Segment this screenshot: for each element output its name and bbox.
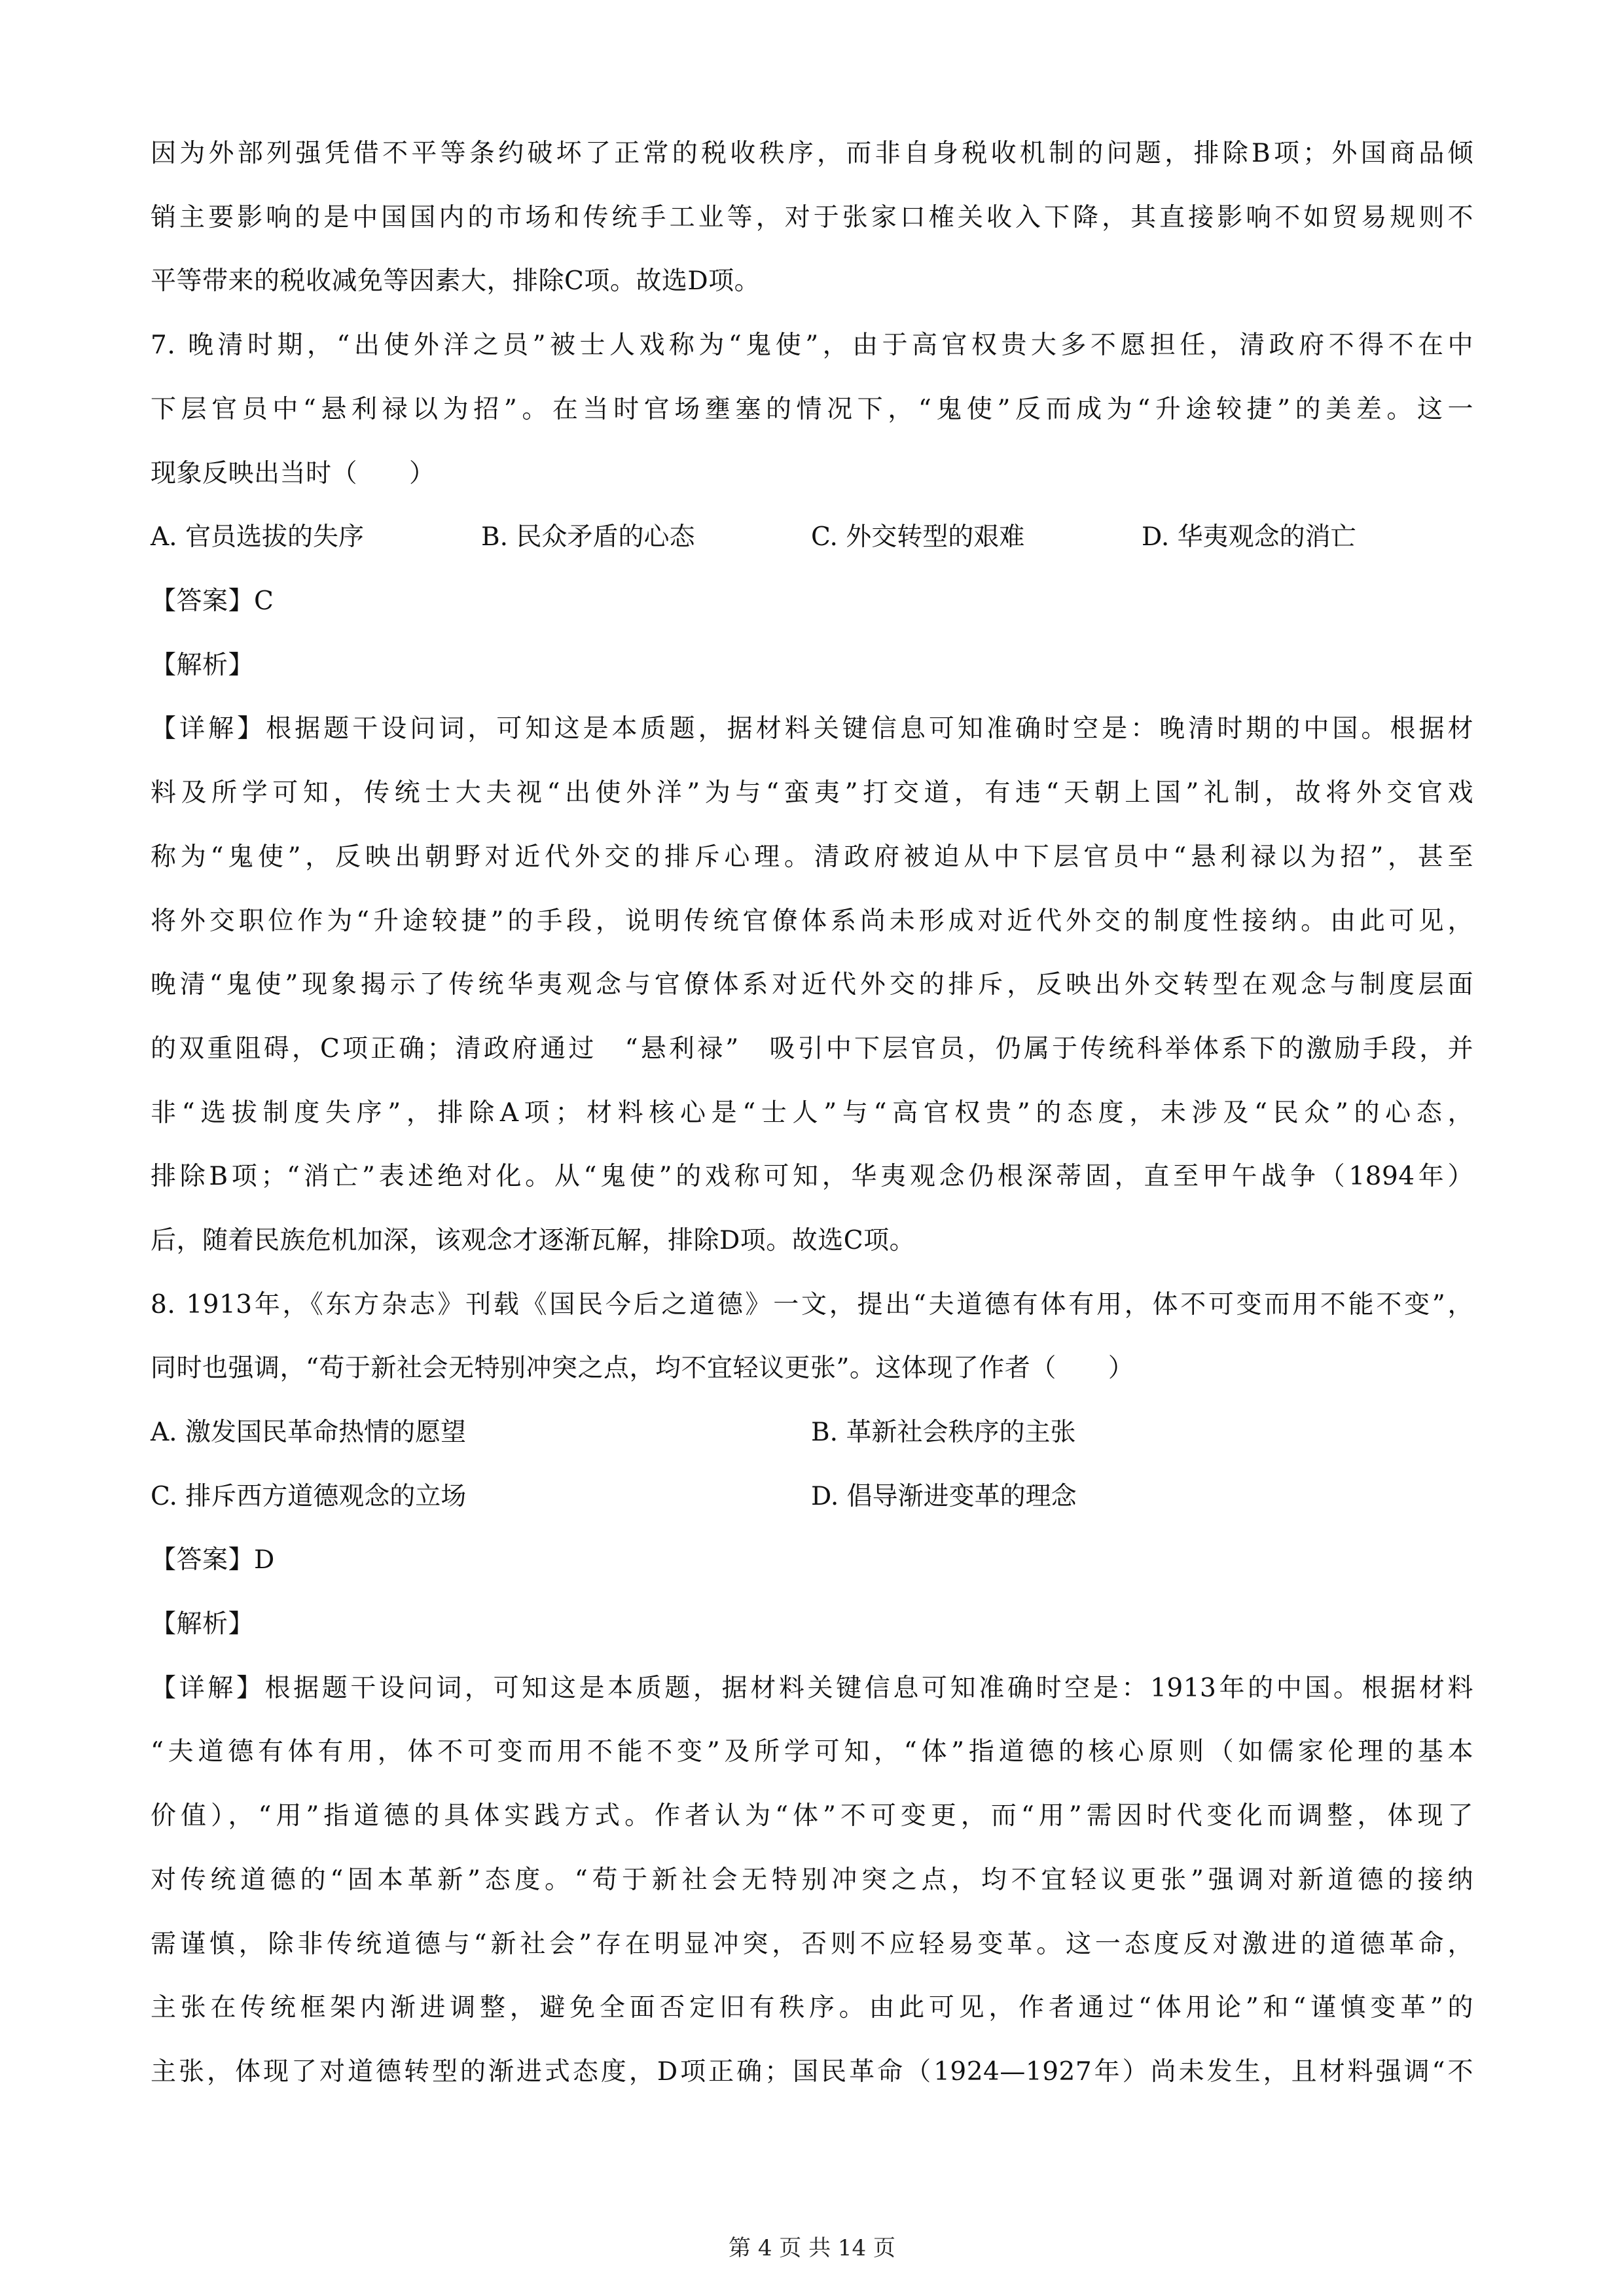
q8-detail-line: 需谨慎，除非传统道德与“新社会”存在明显冲突，否则不应轻易变革。这一态度反对激进的道德革命， (151, 1929, 1473, 1959)
q7-option-d: D. 华夷观念的消亡 (1142, 522, 1356, 552)
q7-detail-line: 料及所学可知，传统士大夫视“出使外洋”为与“蛮夷”打交道，有违“天朝上国”礼制，故将外交官戏 (151, 778, 1473, 808)
q8-detail-line: 对传统道德的“固本革新”态度。“苟于新社会无特别冲突之点，均不宜轻议更张”强调对新道德的接纳 (151, 1865, 1473, 1895)
q8-stem-line: 8. 1913年，《东方杂志》刊载《国民今后之道德》一文，提出“夫道德有体有用，体不可变而用不能不变”， (151, 1290, 1473, 1319)
q7-detail-line: 晚清“鬼使”现象揭示了传统华夷观念与官僚体系对近代外交的排斥，反映出外交转型在观念与制度层面 (151, 970, 1473, 999)
q7-stem-line: 7. 晚清时期，“出使外洋之员”被士人戏称为“鬼使”，由于高官权贵大多不愿担任，清政府不得不在中 (151, 331, 1473, 360)
q7-detail-line: 后，随着民族危机加深，该观念才逐渐瓦解，排除D项。故选C项。 (151, 1226, 916, 1255)
intro-line: 销主要影响的是中国国内的市场和传统手工业等，对于张家口榷关收入下降，其直接影响不如贸易规则不 (151, 203, 1473, 232)
q7-detail-line: 【详解】根据题干设问词，可知这是本质题，据材料关键信息可知准确时空是：晚清时期的中国。根据材 (151, 714, 1473, 744)
q8-analysis-label: 【解析】 (151, 1609, 255, 1639)
q7-detail-line: 称为“鬼使”，反映出朝野对近代外交的排斥心理。清政府被迫从中下层官员中“悬利禄以为招”，甚至 (151, 842, 1473, 872)
q8-option-c: C. 排斥西方道德观念的立场 (151, 1482, 467, 1511)
q7-detail-line: 排除B项；“消亡”表述绝对化。从“鬼使”的戏称可知，华夷观念仍根深蒂固，直至甲午战争（1894年） (151, 1162, 1473, 1191)
q7-answer: 【答案】C (151, 586, 274, 616)
q8-detail-line: 价值），“用”指道德的具体实践方式。作者认为“体”不可变更，而“用”需因时代变化而调整，体现了 (151, 1801, 1473, 1831)
page-number-footer: 第 4 页 共 14 页 (729, 2235, 895, 2261)
q8-option-b: B. 革新社会秩序的主张 (811, 1418, 1076, 1447)
q8-detail-line: 【详解】根据题干设问词，可知这是本质题，据材料关键信息可知准确时空是：1913年的中国。根据材料 (151, 1674, 1473, 1703)
q8-answer: 【答案】D (151, 1545, 275, 1575)
q7-detail-line: 非“选拔制度失序”，排除A项；材料核心是“士人”与“高官权贵”的态度，未涉及“民众”的心态， (151, 1098, 1473, 1128)
q7-detail-line: 的双重阻碍，C项正确；清政府通过 “悬利禄” 吸引中下层官员，仍属于传统科举体系下的激励手段，并 (151, 1034, 1473, 1064)
q8-stem-line: 同时也强调，“苟于新社会无特别冲突之点，均不宜轻议更张”。这体现了作者（ ） (151, 1354, 1134, 1383)
q8-detail-line: “夫道德有体有用，体不可变而用不能不变”及所学可知，“体”指道德的核心原则（如儒家伦理的基本 (151, 1737, 1473, 1767)
q7-analysis-label: 【解析】 (151, 651, 255, 680)
intro-line: 平等带来的税收减免等因素大，排除C项。故选D项。 (151, 266, 761, 296)
q8-detail-line: 主张在传统框架内渐进调整，避免全面否定旧有秩序。由此可见，作者通过“体用论”和“谨慎变革”的 (151, 1993, 1473, 2022)
q8-option-d: D. 倡导渐进变革的理念 (811, 1482, 1077, 1511)
q7-stem-line: 下层官员中“悬利禄以为招”。在当时官场壅塞的情况下，“鬼使”反而成为“升途较捷”的美差。这一 (151, 395, 1473, 424)
intro-line: 因为外部列强凭借不平等条约破坏了正常的税收秩序，而非自身税收机制的问题，排除B项；外国商品倾 (151, 139, 1473, 168)
q8-option-a: A. 激发国民革命热情的愿望 (151, 1418, 466, 1447)
q7-stem-line: 现象反映出当时（ ） (151, 459, 435, 488)
q7-option-c: C. 外交转型的艰难 (811, 522, 1025, 552)
q7-option-a: A. 官员选拔的失序 (151, 522, 364, 552)
q7-option-b: B. 民众矛盾的心态 (481, 522, 695, 552)
q7-detail-line: 将外交职位作为“升途较捷”的手段，说明传统官僚体系尚未形成对近代外交的制度性接纳。由此可见， (151, 906, 1473, 936)
q8-detail-line: 主张，体现了对道德转型的渐进式态度，D项正确；国民革命（1924—1927年）尚未发生，且材料强调“不 (151, 2057, 1473, 2087)
